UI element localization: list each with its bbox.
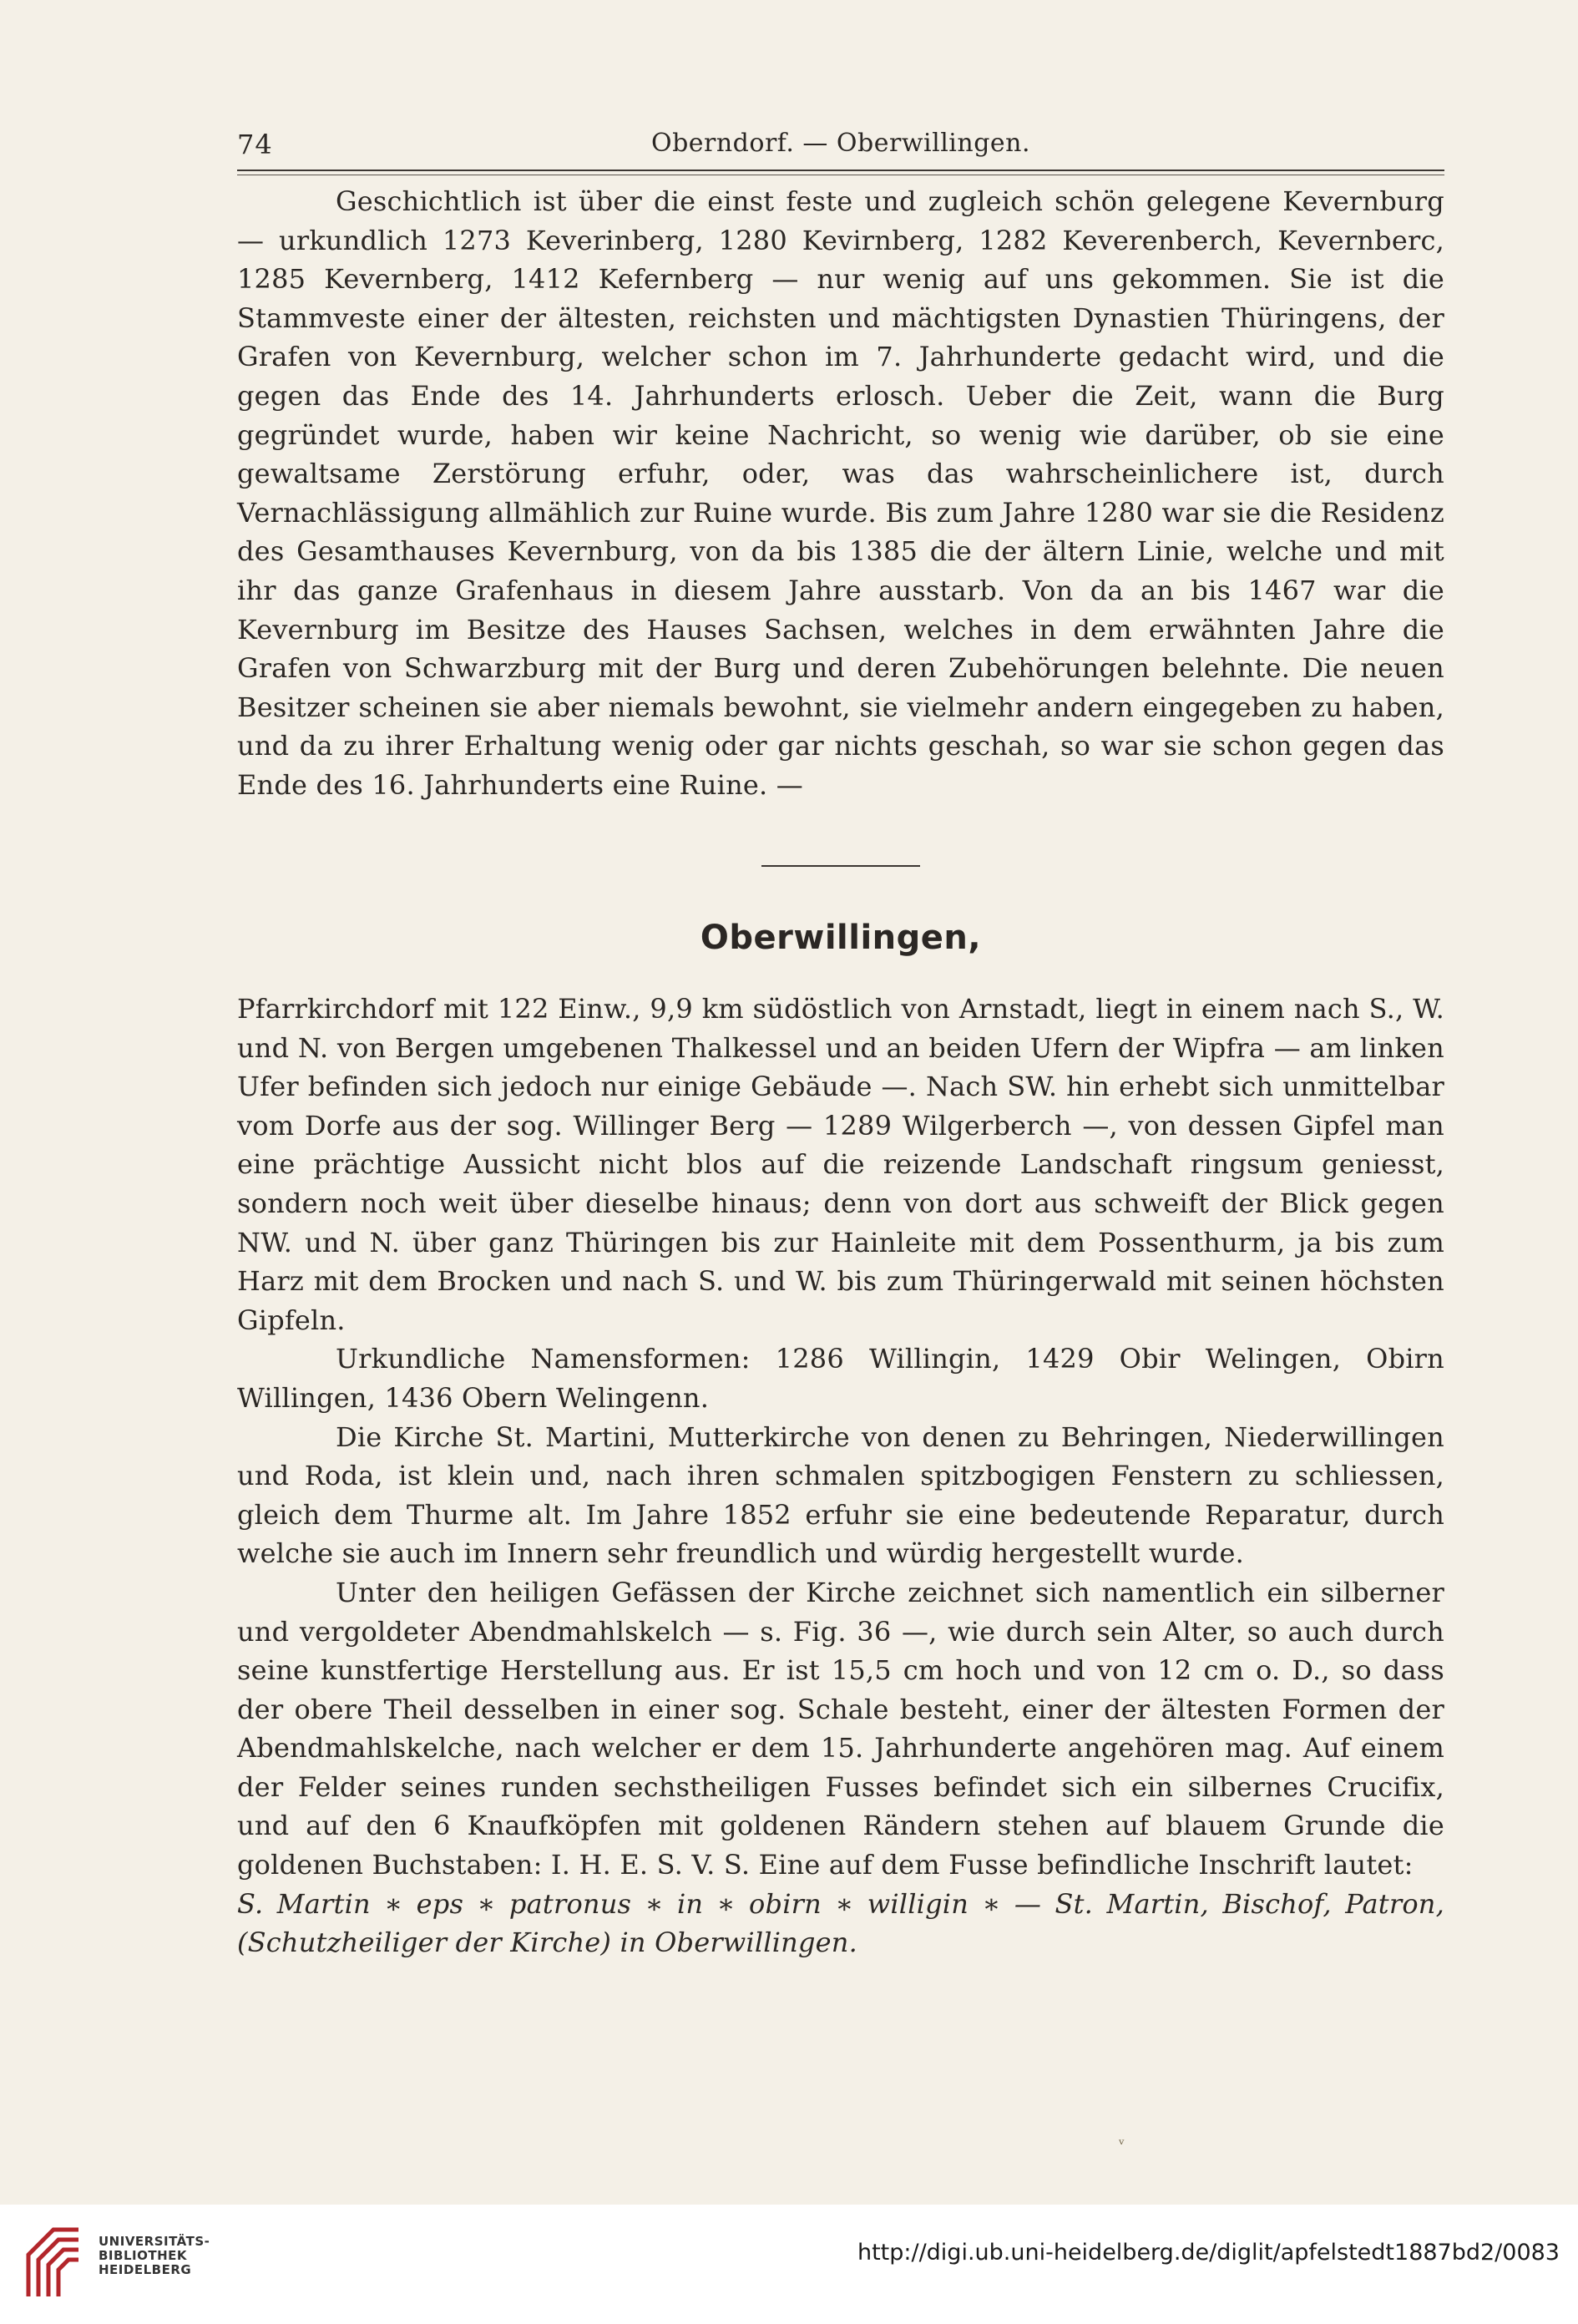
section-kevernburg <box>237 182 1444 805</box>
header-rule <box>237 170 1444 171</box>
library-logo-icon <box>20 2221 85 2301</box>
library-name-line: BIBLIOTHEK <box>99 2248 187 2263</box>
section-divider <box>761 865 920 867</box>
paragraph: Pfarrkirchdorf mit 122 Einw., 9,9 km südöstlich von Arnstadt, liegt in einem nach S., W. und N. von Bergen umgebenen Thalkessel und an beiden Ufern der Wipfra — am linken Ufer befinden sich jedoch nur einige Gebäude —. Nach SW. hin erhebt sich unmittelbar vom Dorfe aus der sog. Willinger Berg — 1289 Wilgerberch —, von dessen Gipfel man eine prächtige Aussicht nicht blos auf die reizende Landschaft ringsum geniesst, sondern noch weit über dieselbe hinaus; denn von dort aus schweift der Blick gegen NW. und N. über ganz Thüringen bis zur Hainleite mit dem Possenthurm, ja bis zum Harz mit dem Brocken und nach S. und W. bis zum Thüringerwald mit seinen höchsten Gipfeln. <box>237 993 1444 1336</box>
library-name-line: UNIVERSITÄTS- <box>99 2234 210 2249</box>
inscription-text: S. Martin ∗ eps ∗ patronus ∗ in ∗ obirn ∗ willigin ∗ — St. Martin, Bischof, Patron, (Schutzheiliger der Kirche) in Oberwillingen. <box>237 1887 1444 1959</box>
page-header <box>237 125 1444 169</box>
footer-bar <box>0 2205 1578 2324</box>
stray-ink-mark: ᵛ <box>1119 2136 1125 2154</box>
section-oberwillingen <box>237 990 1444 1962</box>
source-url-link[interactable]: http://digi.ub.uni-heidelberg.de/diglit/apfelstedt1887bd2/0083 <box>857 2240 1560 2266</box>
page-number: 74 <box>237 129 273 160</box>
paragraph: Die Kirche St. Martini, Mutterkirche von denen zu Behringen, Niederwillingen und Roda, ist klein und, nach ihren schmalen spitzbogigen Fenstern zu schliessen, gleich dem Thurme alt. Im Jahre 1852 erfuhr sie eine bedeutende Reparatur, durch welche sie auch im Innern sehr freundlich und würdig hergestellt wurde. <box>237 1420 1444 1570</box>
section-heading: Oberwillingen, <box>700 919 982 957</box>
paragraph: Geschichtlich ist über die einst feste und zugleich schön gelegene Kevernburg — urkundlich 1273 Keverinberg, 1280 Kevirnberg, 1282 Keverenberch, Kevernberc, 1285 Kevernberg, 1412 Kefernberg — nur wenig auf uns gekommen. Sie ist die Stammveste einer der ältesten, reichsten und mächtigsten Dynastien Thüringens, der Grafen von Kevernburg, welcher schon im 7. Jahrhunderte gedacht wird, und die gegen das Ende des 14. Jahrhunderts erlosch. Ueber die Zeit, wann die Burg gegründet wurde, haben wir keine Nachricht, so wenig wie darüber, ob sie eine gewaltsame Zerstörung erfuhr, oder, was das wahrscheinlichere ist, durch Vernachlässigung allmählich zur Ruine wurde. Bis zum Jahre 1280 war sie die Residenz des Gesamthauses Kevernburg, von da bis 1385 die der ältern Linie, welche und mit ihr das ganze Grafenhaus in diesem Jahre ausstarb. Von da an bis 1467 war die Kevernburg im Besitze des Hauses Sachsen, welches in dem erwähnten Jahre die Grafen von Schwarzburg mit der Burg und deren Zubehörungen belehnte. Die neuen Besitzer scheinen sie aber niemals bewohnt, sie vielmehr andern eingegeben zu haben, und da zu ihrer Erhaltung wenig oder gar nichts geschah, so war sie schon gegen das Ende des 16. Jahrhunderts eine Ruine. — <box>237 185 1444 801</box>
library-name-line: HEIDELBERG <box>99 2262 192 2277</box>
running-head: Oberndorf. — Oberwillingen. <box>650 129 1031 158</box>
paragraph: Unter den heiligen Gefässen der Kirche zeichnet sich namentlich ein silberner und vergoldeter Abendmahlskelch — s. Fig. 36 —, wie durch sein Alter, so auch durch seine kunstfertige Herstellung aus. Er ist 15,5 cm hoch und von 12 cm o. D., so dass der obere Theil desselben in einer sog. Schale besteht, einer der ältesten Formen der Abendmahlskelche, nach welcher er dem 15. Jahrhunderte angehören mag. Auf einem der Felder seines runden sechstheiligen Fusses befindet sich ein silbernes Crucifix, und auf den 6 Knaufköpfen mit goldenen Rändern stehen auf blauem Grunde die goldenen Buchstaben: I. H. E. S. V. S. Eine auf dem Fusse befindliche Inschrift lautet: <box>237 1576 1444 1881</box>
library-name <box>99 2235 210 2277</box>
paragraph: Urkundliche Namensformen: 1286 Willingin, 1429 Obir Welingen, Obirn Willingen, 1436 Obern Welingenn. <box>237 1343 1444 1414</box>
